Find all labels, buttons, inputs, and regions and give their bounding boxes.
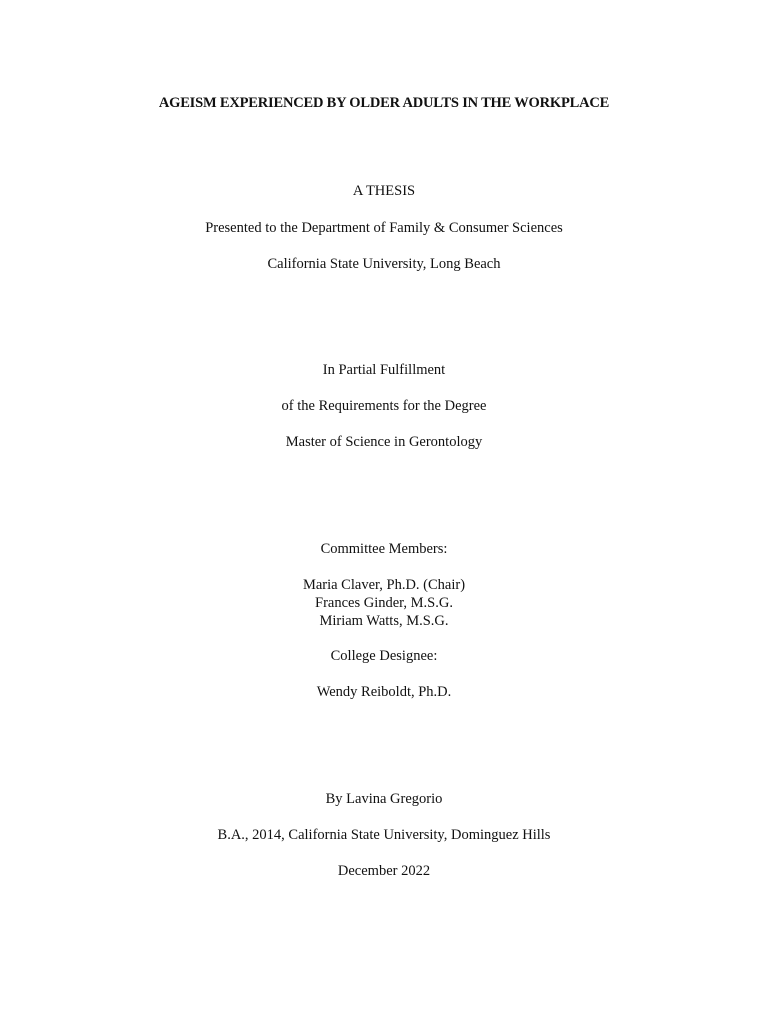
committee-member: Frances Ginder, M.S.G.: [315, 595, 453, 611]
committee-member: Maria Claver, Ph.D. (Chair): [302, 577, 466, 593]
thesis-title: AGEISM EXPERIENCED BY OLDER ADULTS IN THE WORKPLACE: [158, 95, 610, 111]
prior-degree-line: B.A., 2014, California State University, Dominguez Hills: [217, 827, 551, 843]
committee-heading: Committee Members:: [320, 541, 448, 557]
committee-member: Miriam Watts, M.S.G.: [319, 613, 449, 629]
degree-line: Master of Science in Gerontology: [285, 434, 483, 450]
fulfillment-line-1: In Partial Fulfillment: [322, 362, 446, 378]
document-type: A THESIS: [352, 183, 416, 199]
fulfillment-line-2: of the Requirements for the Degree: [281, 398, 487, 414]
presented-to-line: Presented to the Department of Family & Consumer Sciences: [205, 220, 563, 236]
author-line: By Lavina Gregorio: [325, 791, 443, 807]
university-line: California State University, Long Beach: [267, 256, 501, 272]
designee-heading: College Designee:: [330, 648, 438, 664]
designee-name: Wendy Reiboldt, Ph.D.: [316, 684, 452, 700]
date-line: December 2022: [337, 863, 431, 879]
